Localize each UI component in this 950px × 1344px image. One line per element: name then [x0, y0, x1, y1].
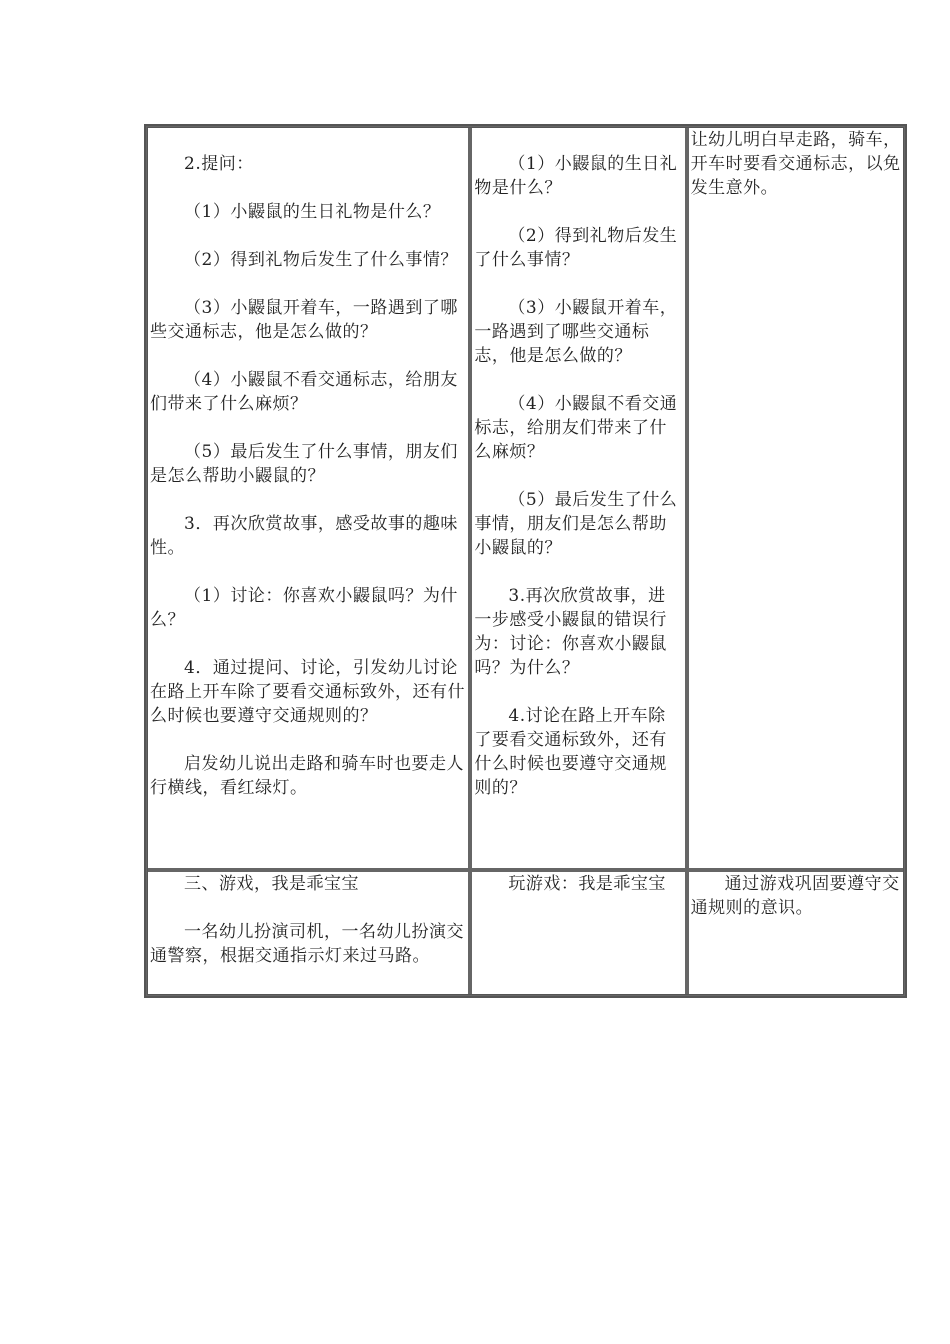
child-activity-paragraph: （1）小鼹鼠的生日礼物是什么？	[474, 154, 678, 198]
activity-paragraph: 启发幼儿说出走路和骑车时也要走人行横线，看红绿灯。	[150, 754, 464, 798]
child-activity-paragraph: 3.再次欣赏故事，进一步感受小鼹鼠的错误行为：讨论：你喜欢小鼹鼠吗？为什么？	[474, 586, 667, 678]
activity-paragraph: 3．再次欣赏故事，感受故事的趣味性。	[150, 514, 458, 558]
activity-paragraph: （2）得到礼物后发生了什么事情？	[184, 250, 458, 270]
child-activity-paragraph: （3）小鼹鼠开着车，一路遇到了哪些交通标志，他是怎么做的？	[474, 298, 678, 366]
child-activity-paragraph: 4.讨论在路上开车除了要看交通标致外，还有什么时候也要遵守交通规则的？	[474, 706, 667, 798]
child-activity-paragraph: （2）得到礼物后发生了什么事情？	[474, 226, 678, 270]
activity-paragraph: 三、游戏，我是乖宝宝	[184, 874, 359, 894]
activity-paragraph: 一名幼儿扮演司机，一名幼儿扮演交通警察，根据交通指示灯来过马路。	[150, 922, 464, 966]
activity-paragraph: （5）最后发生了什么事情，朋友们是怎么帮助小鼹鼠的？	[150, 442, 458, 486]
activity-paragraph: 2.提问：	[184, 154, 254, 174]
goal-paragraph: 让幼儿明白早走路，骑车，开车时要看交通标志，以免发生意外。	[690, 130, 901, 198]
goal-paragraph: 通过游戏巩固要遵守交通规则的意识。	[690, 874, 900, 918]
child-activity-cell	[470, 126, 686, 870]
activity-paragraph: （4）小鼹鼠不看交通标志，给朋友们带来了什么麻烦？	[150, 370, 458, 414]
goal-cell	[687, 870, 905, 996]
child-activity-paragraph: 玩游戏：我是乖宝宝	[508, 874, 666, 894]
child-activity-cell	[470, 870, 686, 996]
activity-cell	[146, 870, 470, 996]
child-activity-paragraph: （4）小鼹鼠不看交通标志，给朋友们带来了什么麻烦？	[474, 394, 678, 462]
goal-cell	[687, 126, 905, 870]
activity-paragraph: （1）讨论：你喜欢小鼹鼠吗？为什么？	[150, 586, 458, 630]
activity-cell	[146, 126, 470, 870]
activity-paragraph: （1）小鼹鼠的生日礼物是什么？	[184, 202, 441, 222]
activity-paragraph: （3）小鼹鼠开着车，一路遇到了哪些交通标志，他是怎么做的？	[150, 298, 458, 342]
child-activity-paragraph: （5）最后发生了什么事情，朋友们是怎么帮助小鼹鼠的？	[474, 490, 678, 558]
table-row	[146, 870, 905, 996]
lesson-plan-table	[144, 124, 907, 998]
table-row	[146, 126, 905, 870]
activity-paragraph: 4．通过提问、讨论，引发幼儿讨论在路上开车除了要看交通标致外，还有什么时候也要遵守交通规则的？	[150, 658, 465, 726]
